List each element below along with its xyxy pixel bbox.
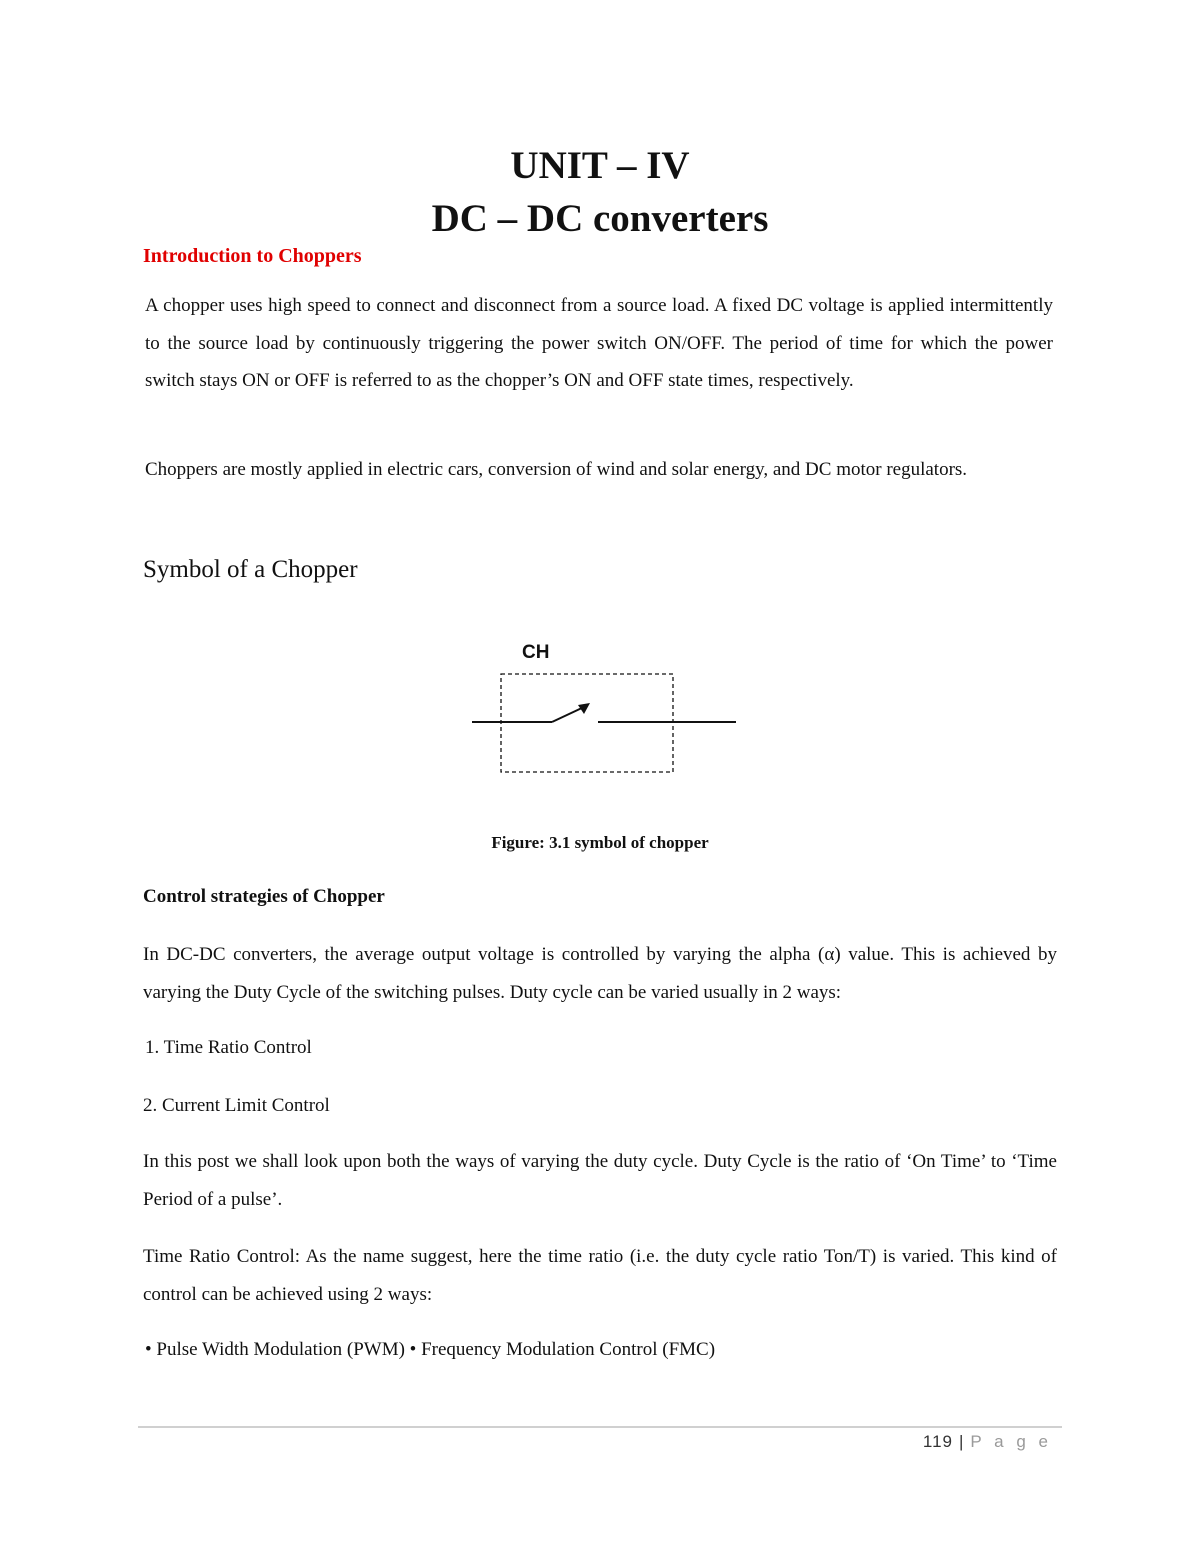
control-paragraph-1: In DC-DC converters, the average output voltage is controlled by varying the alpha (α) value. This is achieved by varying the Duty Cycle of the switching pulses. Duty cycle can be varied usually in 2 ways:	[143, 944, 1057, 1003]
intro-paragraph-1: A chopper uses high speed to connect and disconnect from a source load. A fixed DC voltage is applied intermittently to the source load by continuously triggering the power switch ON/OFF. The period of time for which the power switch stays ON or OFF is referred to as the chopper’s ON and OFF state times, respectively.	[145, 295, 1053, 391]
switch-blade	[552, 707, 584, 722]
page-title: DC – DC converters	[431, 197, 769, 240]
control-paragraph-2: In this post we shall look upon both the ways of varying the duty cycle. Duty Cycle is the ratio of ‘On Time’ to ‘Time Period of a pulse’.	[143, 1151, 1057, 1210]
symbol-heading: Symbol of a Chopper	[143, 556, 358, 583]
chopper-symbol-diagram	[460, 635, 750, 785]
list-item: 1. Time Ratio Control	[145, 1037, 312, 1058]
bullet-list: • Pulse Width Modulation (PWM) • Frequency Modulation Control (FMC)	[145, 1339, 716, 1360]
footer-separator: |	[959, 1432, 965, 1451]
list-item: 2. Current Limit Control	[143, 1095, 330, 1116]
control-paragraph-3: Time Ratio Control: As the name suggest, here the time ratio (i.e. the duty cycle ratio Ton/T) is varied. This kind of control can be achieved using 2 ways:	[143, 1246, 1057, 1305]
figure-caption: Figure: 3.1 symbol of chopper	[491, 833, 709, 852]
page-label: P a g e	[970, 1432, 1052, 1451]
footer-divider	[138, 1426, 1062, 1428]
intro-paragraph-2: Choppers are mostly applied in electric cars, conversion of wind and solar energy, and DC motor regulators.	[145, 459, 968, 480]
unit-title: UNIT – IV	[510, 144, 690, 187]
page-footer	[923, 1432, 1052, 1452]
page-number: 119	[922, 1432, 953, 1451]
intro-heading: Introduction to Choppers	[143, 245, 362, 267]
chopper-label: CH	[522, 642, 550, 663]
control-heading: Control strategies of Chopper	[143, 886, 385, 907]
